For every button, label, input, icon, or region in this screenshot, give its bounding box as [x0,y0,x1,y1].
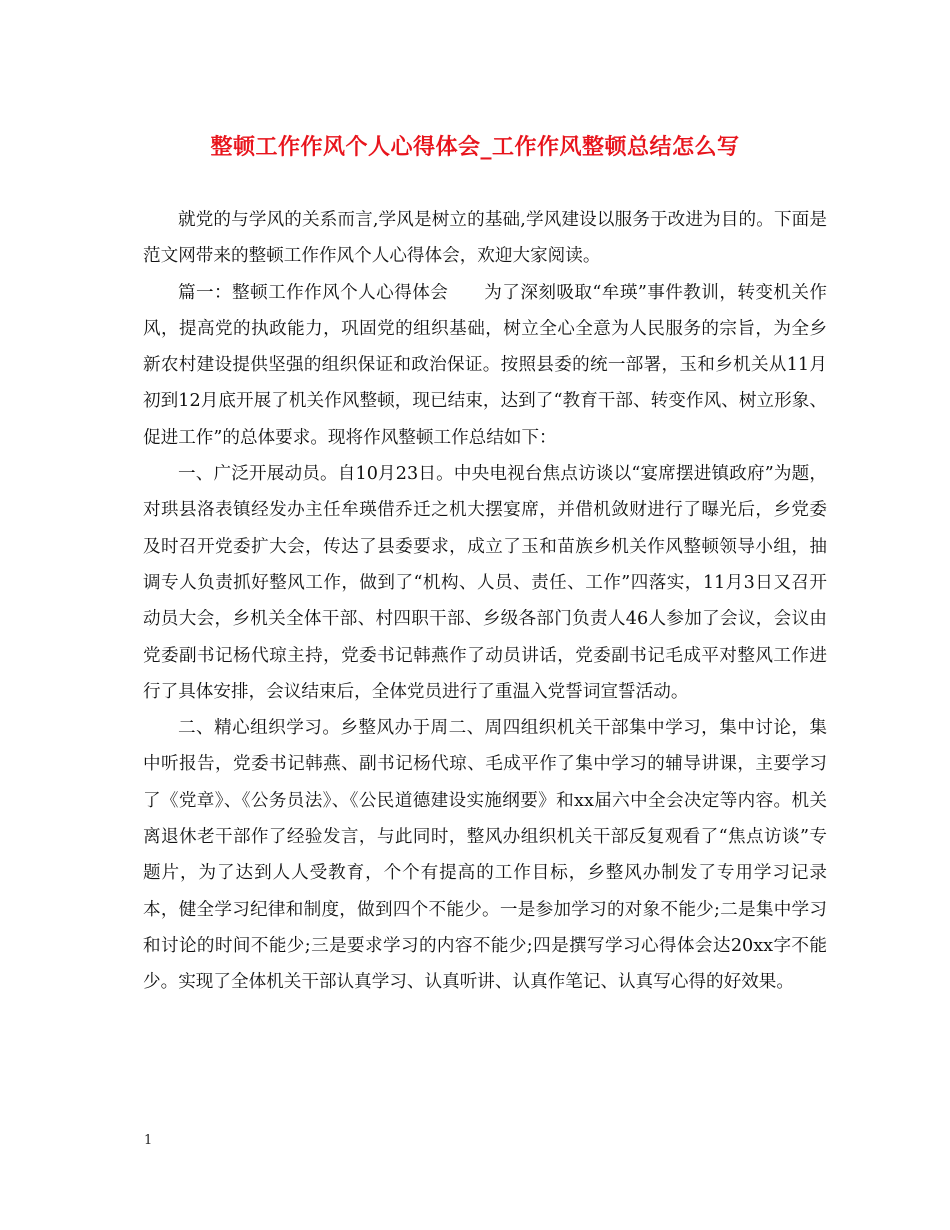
document-title: 整顿工作作风个人心得体会_工作作风整顿总结怎么写 [210,135,740,160]
section-one-paragraph: 篇一：整顿工作作风个人心得体会 为了深刻吸取“牟瑛”事件教训，转变机关作风，提高党的执政能力，巩固党的组织基础，树立全心全意为人民服务的宗旨，为全乡新农村建设提供坚强的组织保证和政治保证。按照县委的统一部署，玉和乡机关从11月初到12月底开展了机关作风整顿，现已结束，达到了“教育干部、转变作风、树立形象、促进工作”的总体要求。现将作风整顿工作总结如下： [143,282,827,448]
study-paragraph: 二、精心组织学习。乡整风办于周二、周四组织机关干部集中学习，集中讨论，集中听报告，党委书记韩燕、副书记杨代琼、毛成平作了集中学习的辅导讲课，主要学习了《党章》、《公务员法》、《公民道德建设实施纲要》和xx届六中全会决定等内容。机关离退休老干部作了经验发言，与此同时，整风办组织机关干部反复观看了“焦点访谈”专题片，为了达到人人受教育，个个有提高的工作目标，乡整风办制发了专用学习记录本，健全学习纪律和制度，做到四个不能少。一是参加学习的对象不能少;二是集中学习和讨论的时间不能少;三是要求学习的内容不能少;四是撰写学习心得体会达20xx字不能少。实现了全体机关干部认真学习、认真听讲、认真作笔记、认真写心得的好效果。 [143,718,827,993]
intro-paragraph: 就党的与学风的关系而言,学风是树立的基础,学风建设以服务于改进为目的。下面是范文网带来的整顿工作作风个人心得体会，欢迎大家阅读。 [143,210,827,267]
page-number: 1 [144,1133,153,1148]
mobilization-paragraph: 一、广泛开展动员。自10月23日。中央电视台焦点访谈以“宴席摆进镇政府”为题，对珙县洛表镇经发办主任牟瑛借乔迁之机大摆宴席，并借机敛财进行了曝光后，乡党委及时召开党委扩大会，传达了县委要求，成立了玉和苗族乡机关作风整顿领导小组，抽调专人负责抓好整风工作，做到了“机构、人员、责任、工作”四落实，11月3日又召开动员大会，乡机关全体干部、村四职干部、乡级各部门负责人46人参加了会议，会议由党委副书记杨代琼主持，党委书记韩燕作了动员讲话，党委副书记毛成平对整风工作进行了具体安排，会议结束后，全体党员进行了重温入党誓词宣誓活动。 [143,464,827,702]
document-body [143,202,827,1001]
